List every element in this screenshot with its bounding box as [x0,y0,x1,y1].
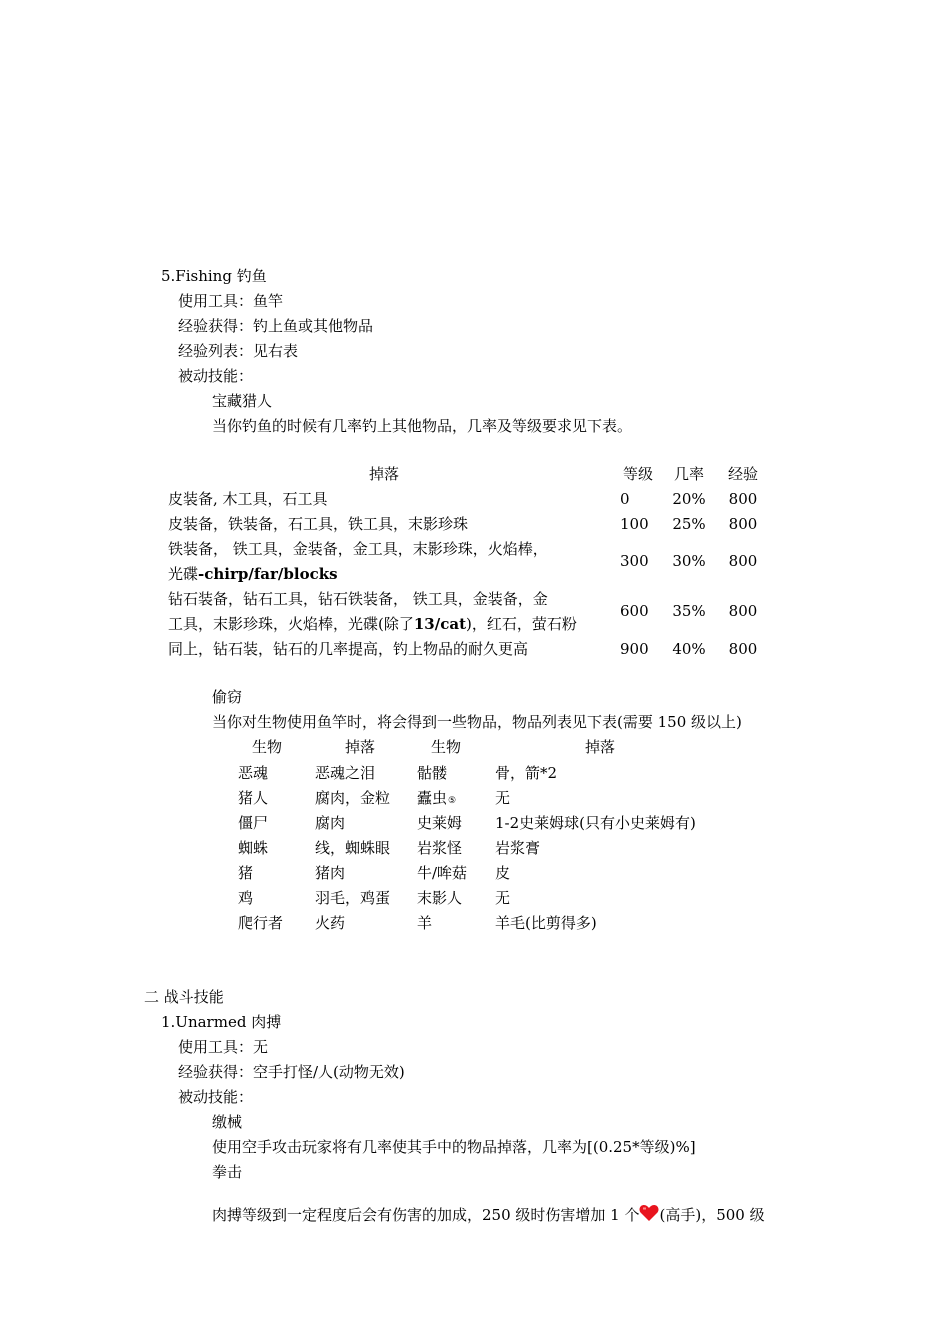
fishing-exp-list: 经验列表：见右表 [178,342,299,360]
table-header-level: 等级 [622,465,653,483]
steal-header-drop: 掉落 [584,738,615,756]
steal-cell-mob: 末影人 [417,889,463,907]
steal-cell-mob: 牛/哞菇 [417,864,468,882]
footnote-mark: ⑤ [448,796,457,806]
steal-title: 偷窃 [212,688,243,706]
section-heading-fishing: 5.Fishing 钓鱼 [161,267,267,285]
table-cell-exp: 800 [728,490,758,508]
disarm-desc: 使用空手攻击玩家将有几率使其手中的物品掉落，几率为[(0.25*等级)%] [212,1138,696,1156]
unarmed-tool: 使用工具：无 [178,1038,269,1056]
fishing-tool: 使用工具：鱼竿 [178,292,284,310]
table-cell-drop-line2 [168,617,577,632]
table-cell-level: 100 [620,515,649,533]
steal-cell-mob [417,791,456,806]
steal-header-drop: 掉落 [344,738,375,756]
table-cell-chance: 40% [672,640,706,658]
steal-cell-drop: 骨，箭*2 [495,764,558,782]
drop-text: 工具，末影珍珠，火焰棒，光碟(除了 [168,615,414,633]
steal-cell-drop: 线，蜘蛛眼 [315,839,391,857]
table-cell-exp: 800 [728,640,758,658]
table-cell-drop-line1: 铁装备， 铁工具，金装备，金工具，末影珍珠，火焰棒， [168,540,548,558]
steal-cell-drop: 腐肉，金粒 [315,789,391,807]
unarmed-heading: 1.Unarmed 肉搏 [161,1013,282,1031]
steal-cell-drop: 猪肉 [315,864,346,882]
steal-cell-mob: 僵尸 [238,814,269,832]
drop-text-bold: -chirp/far/blocks [198,565,338,583]
section-heading-combat: 二 战斗技能 [144,988,224,1006]
steal-cell-mob: 史莱姆 [417,814,463,832]
punch-desc-part2: (高手)，500 级 [659,1206,765,1224]
punch-desc-part1: 肉搏等级到一定程度后会有伤害的加成，250 级时伤害增加 1 个 [212,1206,640,1224]
table-cell-chance: 25% [672,515,706,533]
drop-text-bold: 13/cat [413,615,466,633]
steal-cell-drop: 无 [495,789,511,807]
steal-header-mob: 生物 [251,738,282,756]
steal-cell-mob: 羊 [417,914,433,932]
unarmed-passive-label: 被动技能： [178,1088,254,1106]
table-cell-chance: 30% [672,552,706,570]
punch-desc [212,1204,765,1223]
steal-cell-mob: 猪人 [238,789,269,807]
steal-cell-drop: 羊毛(比剪得多) [495,914,597,932]
steal-desc: 当你对生物使用鱼竿时，将会得到一些物品，物品列表见下表(需要 150 级以上) [212,713,742,731]
steal-header-mob: 生物 [430,738,461,756]
table-cell-chance: 20% [672,490,706,508]
table-cell-exp: 800 [728,515,758,533]
table-cell-drop: 皮装备, 木工具，石工具 [168,490,328,508]
punch-title: 拳击 [212,1163,243,1181]
fishing-exp-source: 经验获得：钓上鱼或其他物品 [178,317,374,335]
table-cell-drop-line2 [168,567,338,582]
fishing-passive-label: 被动技能： [178,367,254,385]
table-cell-exp: 800 [728,552,758,570]
disarm-title: 缴械 [212,1113,243,1131]
steal-cell-drop: 恶魂之泪 [315,764,376,782]
steal-cell-drop: 岩浆膏 [495,839,541,857]
steal-cell-mob: 岩浆怪 [417,839,463,857]
steal-cell-text: 蠹虫 [417,789,448,807]
table-cell-chance: 35% [672,602,706,620]
unarmed-exp-source: 经验获得：空手打怪/人(动物无效) [178,1063,405,1081]
steal-cell-mob: 鸡 [238,889,254,907]
table-header-exp: 经验 [727,465,758,483]
steal-cell-drop: 1-2史莱姆球(只有小史莱姆有) [495,814,696,832]
treasure-hunter-desc: 当你钓鱼的时候有几率钓上其他物品，几率及等级要求见下表。 [212,417,633,435]
treasure-hunter-title: 宝藏猎人 [212,392,273,410]
table-cell-exp: 800 [728,602,758,620]
table-cell-level: 300 [620,552,649,570]
heart-icon [639,1204,659,1222]
table-cell-level: 900 [620,640,649,658]
drop-text: )，红石，萤石粉 [466,615,577,633]
steal-cell-mob: 恶魂 [238,764,269,782]
table-cell-drop: 同上，钻石装，钻石的几率提高，钓上物品的耐久更高 [168,640,529,658]
drop-text: 光碟 [168,565,199,583]
steal-cell-drop: 无 [495,889,511,907]
steal-cell-drop: 火药 [315,914,346,932]
steal-cell-mob: 猪 [238,864,254,882]
table-cell-level: 0 [620,490,630,508]
table-header-drop: 掉落 [368,465,399,483]
table-cell-level: 600 [620,602,649,620]
steal-cell-mob: 骷髅 [417,764,448,782]
steal-cell-mob: 爬行者 [238,914,284,932]
table-cell-drop: 皮装备，铁装备，石工具，铁工具，末影珍珠 [168,515,469,533]
steal-cell-drop: 羽毛，鸡蛋 [315,889,391,907]
steal-cell-drop: 皮 [495,864,511,882]
steal-cell-drop: 腐肉 [315,814,346,832]
table-cell-drop-line1: 钻石装备，钻石工具，钻石铁装备， 铁工具，金装备，金 [168,590,548,608]
steal-cell-mob: 蜘蛛 [238,839,269,857]
table-header-chance: 几率 [673,465,704,483]
